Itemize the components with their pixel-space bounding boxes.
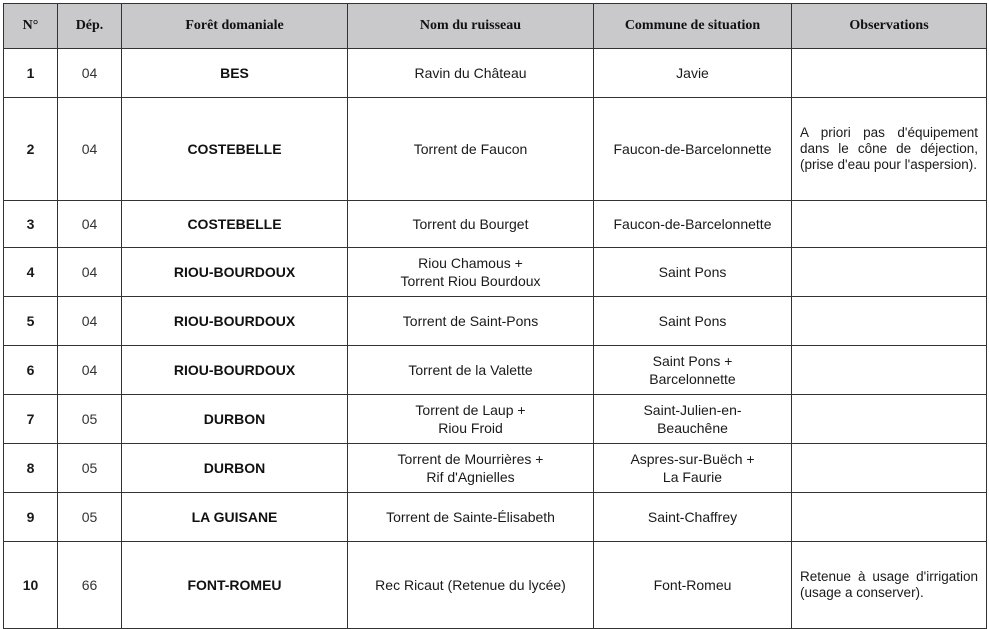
cell-commune [594,493,792,542]
ruisseau-line: Torrent de Mourrières + [397,451,544,467]
commune-line: Barcelonnette [649,371,736,387]
table-row [4,98,987,201]
header-row [4,4,987,49]
cell-observations [792,493,987,542]
cell-foret: DURBON [122,395,348,444]
cell-commune [594,297,792,346]
header-num: N° [4,4,58,49]
cell-num: 3 [4,201,58,248]
cell-ruisseau [348,248,594,297]
cell-num: 5 [4,297,58,346]
header-foret: Forêt domaniale [122,4,348,49]
cell-num: 6 [4,346,58,395]
cell-dep: 05 [58,444,122,493]
commune-line: Saint-Julien-en- [643,402,742,418]
cell-observations [792,444,987,493]
cell-num: 10 [4,542,58,629]
cell-commune [594,444,792,493]
cell-foret: LA GUISANE [122,493,348,542]
cell-num: 4 [4,248,58,297]
cell-observations: A priori pas d'équipement dans le cône de déjection, (prise d'eau pour l'aspersion). [792,98,987,201]
cell-dep: 04 [58,49,122,98]
table-row [4,395,987,444]
table-row [4,444,987,493]
cell-observations [792,201,987,248]
cell-dep: 04 [58,248,122,297]
cell-dep: 04 [58,201,122,248]
cell-dep: 04 [58,297,122,346]
cell-num: 9 [4,493,58,542]
cell-num: 1 [4,49,58,98]
cell-dep: 05 [58,493,122,542]
cell-commune [594,49,792,98]
cell-foret: RIOU-BOURDOUX [122,346,348,395]
streams-table [3,3,987,629]
cell-observations [792,297,987,346]
table-body [4,49,987,629]
cell-dep: 66 [58,542,122,629]
cell-dep: 05 [58,395,122,444]
commune-line: Beauchêne [657,420,728,436]
ruisseau-line: Torrent de la Valette [408,362,533,378]
table-row [4,542,987,629]
commune-line: Faucon-de-Barcelonnette [613,141,772,157]
header-dep: Dép. [58,4,122,49]
cell-ruisseau [348,395,594,444]
cell-commune [594,542,792,629]
cell-commune [594,201,792,248]
table-row [4,49,987,98]
cell-dep: 04 [58,98,122,201]
cell-ruisseau [348,297,594,346]
ruisseau-line: Torrent de Laup + [415,402,526,418]
cell-ruisseau [348,346,594,395]
ruisseau-line: Torrent de Faucon [413,141,528,157]
cell-observations [792,395,987,444]
commune-line: Saint Pons [658,264,727,280]
cell-num: 8 [4,444,58,493]
commune-line: Font-Romeu [653,577,732,593]
table-row [4,201,987,248]
cell-observations [792,346,987,395]
cell-num: 7 [4,395,58,444]
cell-ruisseau [348,542,594,629]
cell-foret: RIOU-BOURDOUX [122,297,348,346]
cell-foret: COSTEBELLE [122,98,348,201]
header-observations: Observations [792,4,987,49]
commune-line: Aspres-sur-Buëch + [630,451,755,467]
cell-foret: RIOU-BOURDOUX [122,248,348,297]
commune-line: Saint Pons [658,313,727,329]
cell-foret: DURBON [122,444,348,493]
cell-foret: COSTEBELLE [122,201,348,248]
header-ruisseau: Nom du ruisseau [348,4,594,49]
cell-commune [594,395,792,444]
ruisseau-line: Torrent de Sainte-Élisabeth [386,509,555,525]
cell-observations [792,248,987,297]
commune-line: Saint-Chaffrey [647,509,738,525]
cell-ruisseau [348,201,594,248]
ruisseau-line: Torrent du Bourget [412,216,529,232]
cell-commune [594,98,792,201]
table-header [4,4,987,49]
table-row [4,346,987,395]
cell-dep: 04 [58,346,122,395]
cell-commune [594,346,792,395]
cell-foret: BES [122,49,348,98]
ruisseau-line: Riou Froid [438,420,503,436]
commune-line: Saint Pons + [652,353,733,369]
ruisseau-line: Rec Ricaut (Retenue du lycée) [375,577,566,593]
table-row [4,248,987,297]
cell-ruisseau [348,98,594,201]
ruisseau-line: Rif d'Agnielles [426,469,515,485]
commune-line: Javie [676,65,709,81]
ruisseau-line: Torrent Riou Bourdoux [400,273,541,289]
cell-ruisseau [348,444,594,493]
cell-num: 2 [4,98,58,201]
cell-ruisseau [348,49,594,98]
streams-table-container [3,3,987,629]
table-row [4,297,987,346]
commune-line: La Faurie [662,469,723,485]
cell-ruisseau [348,493,594,542]
cell-commune [594,248,792,297]
cell-foret: FONT-ROMEU [122,542,348,629]
commune-line: Faucon-de-Barcelonnette [613,216,772,232]
cell-observations [792,49,987,98]
table-row [4,493,987,542]
ruisseau-line: Riou Chamous + [418,255,523,271]
ruisseau-line: Torrent de Saint-Pons [402,313,539,329]
header-commune: Commune de situation [594,4,792,49]
ruisseau-line: Ravin du Château [414,65,527,81]
cell-observations: Retenue à usage d'irrigation (usage a conserver). [792,542,987,629]
